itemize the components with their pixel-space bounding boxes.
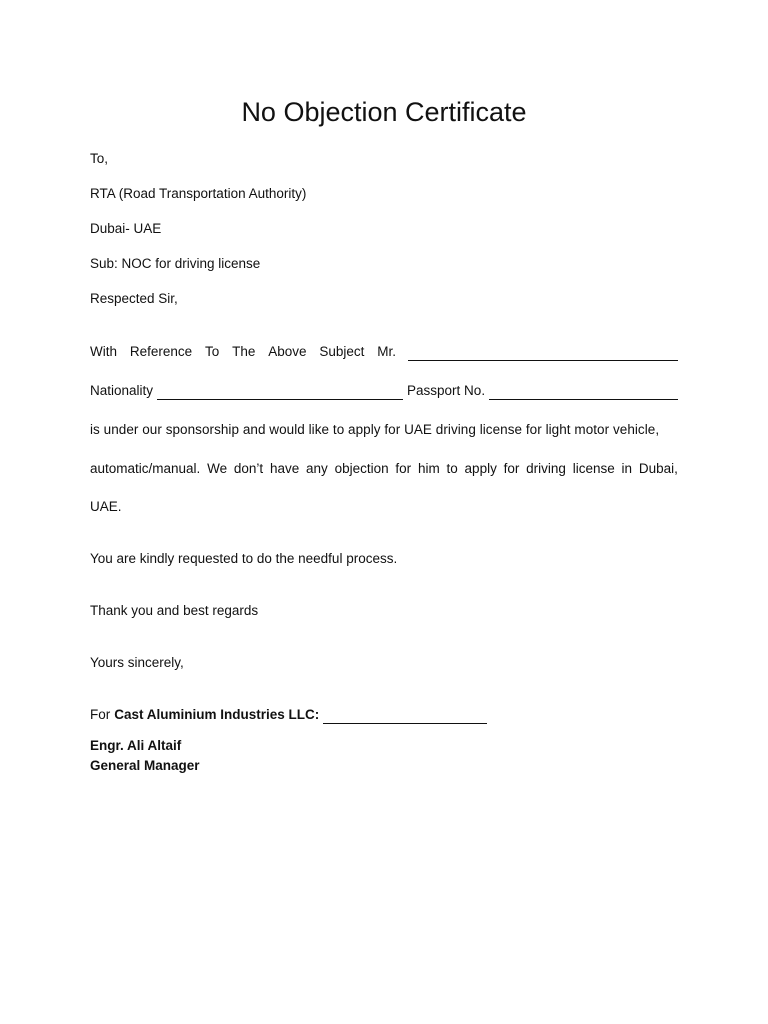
- address-location: Dubai- UAE: [90, 221, 162, 236]
- reference-word: With: [90, 344, 117, 359]
- closing-line: Yours sincerely,: [90, 655, 184, 670]
- objection-word: have: [269, 461, 300, 476]
- objection-word: automatic/manual.: [90, 461, 201, 476]
- reference-line: [90, 343, 678, 361]
- signature-blank: [323, 709, 487, 724]
- address-to: To,: [90, 151, 109, 166]
- objection-word: don’t: [233, 461, 264, 476]
- reference-word: Subject: [319, 344, 365, 359]
- document-title: No Objection Certificate: [241, 97, 527, 127]
- objection-word: We: [207, 461, 228, 476]
- reference-text: [90, 343, 396, 361]
- objection-word: for: [395, 461, 412, 476]
- passport-blank: [489, 385, 678, 400]
- nationality-label: Nationality: [90, 383, 154, 398]
- for-prefix: For: [90, 707, 111, 722]
- objection-word: any: [306, 461, 328, 476]
- objection-word: Dubai,: [638, 461, 678, 476]
- subject-line: Sub: NOC for driving license: [90, 256, 261, 271]
- nationality-passport-line: [90, 382, 678, 400]
- reference-word: The: [232, 344, 256, 359]
- reference-word: Reference: [129, 344, 193, 359]
- passport-label: Passport No.: [407, 383, 486, 398]
- reference-word: Mr.: [377, 344, 396, 359]
- thanks-line: Thank you and best regards: [90, 603, 259, 618]
- objection-word: objection: [334, 461, 389, 476]
- request-line: You are kindly requested to do the needful process.: [90, 551, 398, 566]
- objection-word: to: [446, 461, 458, 476]
- objection-word: for: [503, 461, 520, 476]
- body-line-sponsorship: is under our sponsorship and would like to apply for UAE driving license for light motor vehicle,: [90, 422, 660, 437]
- name-blank: [408, 346, 678, 361]
- signature-company-line: [90, 706, 487, 724]
- objection-word: in: [621, 461, 633, 476]
- address-authority: RTA (Road Transportation Authority): [90, 186, 307, 201]
- reference-word: To: [204, 344, 220, 359]
- greeting: Respected Sir,: [90, 291, 178, 306]
- body-line-uae: UAE.: [90, 499, 122, 514]
- nationality-blank: [157, 385, 403, 400]
- objection-word: him: [417, 461, 440, 476]
- company-name: Cast Aluminium Industries LLC:: [114, 707, 320, 722]
- reference-word: Above: [268, 344, 307, 359]
- signatory-name: Engr. Ali Altaif: [90, 738, 182, 753]
- objection-word: apply: [464, 461, 497, 476]
- objection-word: driving: [526, 461, 566, 476]
- signatory-position: General Manager: [90, 758, 200, 773]
- body-line-objection: [90, 460, 678, 478]
- objection-word: license: [572, 461, 615, 476]
